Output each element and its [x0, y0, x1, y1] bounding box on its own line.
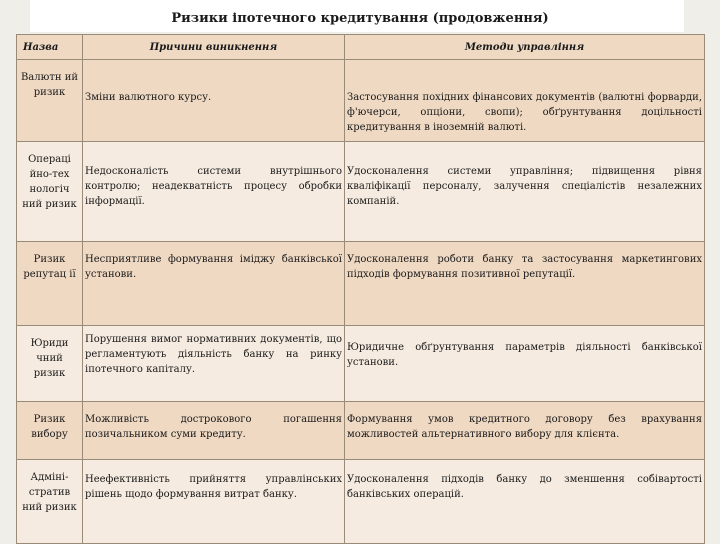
- table-header-row: [17, 35, 705, 60]
- header-methods: Методи управління: [345, 35, 705, 60]
- table-row: [17, 460, 705, 544]
- table-row: [17, 242, 705, 326]
- table-row: [17, 326, 705, 402]
- header-causes: Причини виникнення: [83, 35, 345, 60]
- risk-method: Удосконалення системи управління; підвищення рівня кваліфікації персоналу, залучення спеціалістів незалежних компаній.: [345, 142, 705, 242]
- risk-name: Ризик вибору: [17, 402, 83, 460]
- risk-method: Юридичне обґрунтування параметрів діяльності банківської установи.: [345, 326, 705, 402]
- risk-name: Валютн ий ризик: [17, 60, 83, 142]
- risk-name: Операці йно-тех нологіч ний ризик: [17, 142, 83, 242]
- risk-table: [16, 34, 705, 544]
- risk-cause: Недосконалість системи внутрішнього контролю; неадекватність процесу обробки інформації.: [83, 142, 345, 242]
- table-row: [17, 402, 705, 460]
- risk-method: Удосконалення підходів банку до зменшення собівартості банківських операцій.: [345, 460, 705, 544]
- risk-cause: Неефективність прийняття управлінських рішень щодо формування витрат банку.: [83, 460, 345, 544]
- risk-name: Юриди чний ризик: [17, 326, 83, 402]
- risk-cause: Можливість дострокового погашення позичальником суми кредиту.: [83, 402, 345, 460]
- table-row: [17, 142, 705, 242]
- risk-name: Адміні- стратив ний ризик: [17, 460, 83, 544]
- page-title: Ризики іпотечного кредитування (продовження): [171, 11, 549, 26]
- risk-cause: Несприятливе формування іміджу банківської установи.: [83, 242, 345, 326]
- risk-name: Ризик репутац ії: [17, 242, 83, 326]
- risk-method: Застосування похідних фінансових документів (валютні форварди, ф'ючерси, опціони, свопи); обґрунтування доцільності кредитування в іноземній валюті.: [345, 60, 705, 142]
- risk-cause: Зміни валютного курсу.: [83, 60, 345, 142]
- risk-cause: Порушення вимог нормативних документів, що регламентують діяльність банку на ринку іпотечного капіталу.: [83, 326, 345, 402]
- risk-method: Формування умов кредитного договору без врахування можливостей альтернативного вибору для клієнта.: [345, 402, 705, 460]
- header-name: Назва: [17, 35, 83, 60]
- table-row: [17, 60, 705, 142]
- risk-method: Удосконалення роботи банку та застосування маркетингових підходів формування позитивної репутації.: [345, 242, 705, 326]
